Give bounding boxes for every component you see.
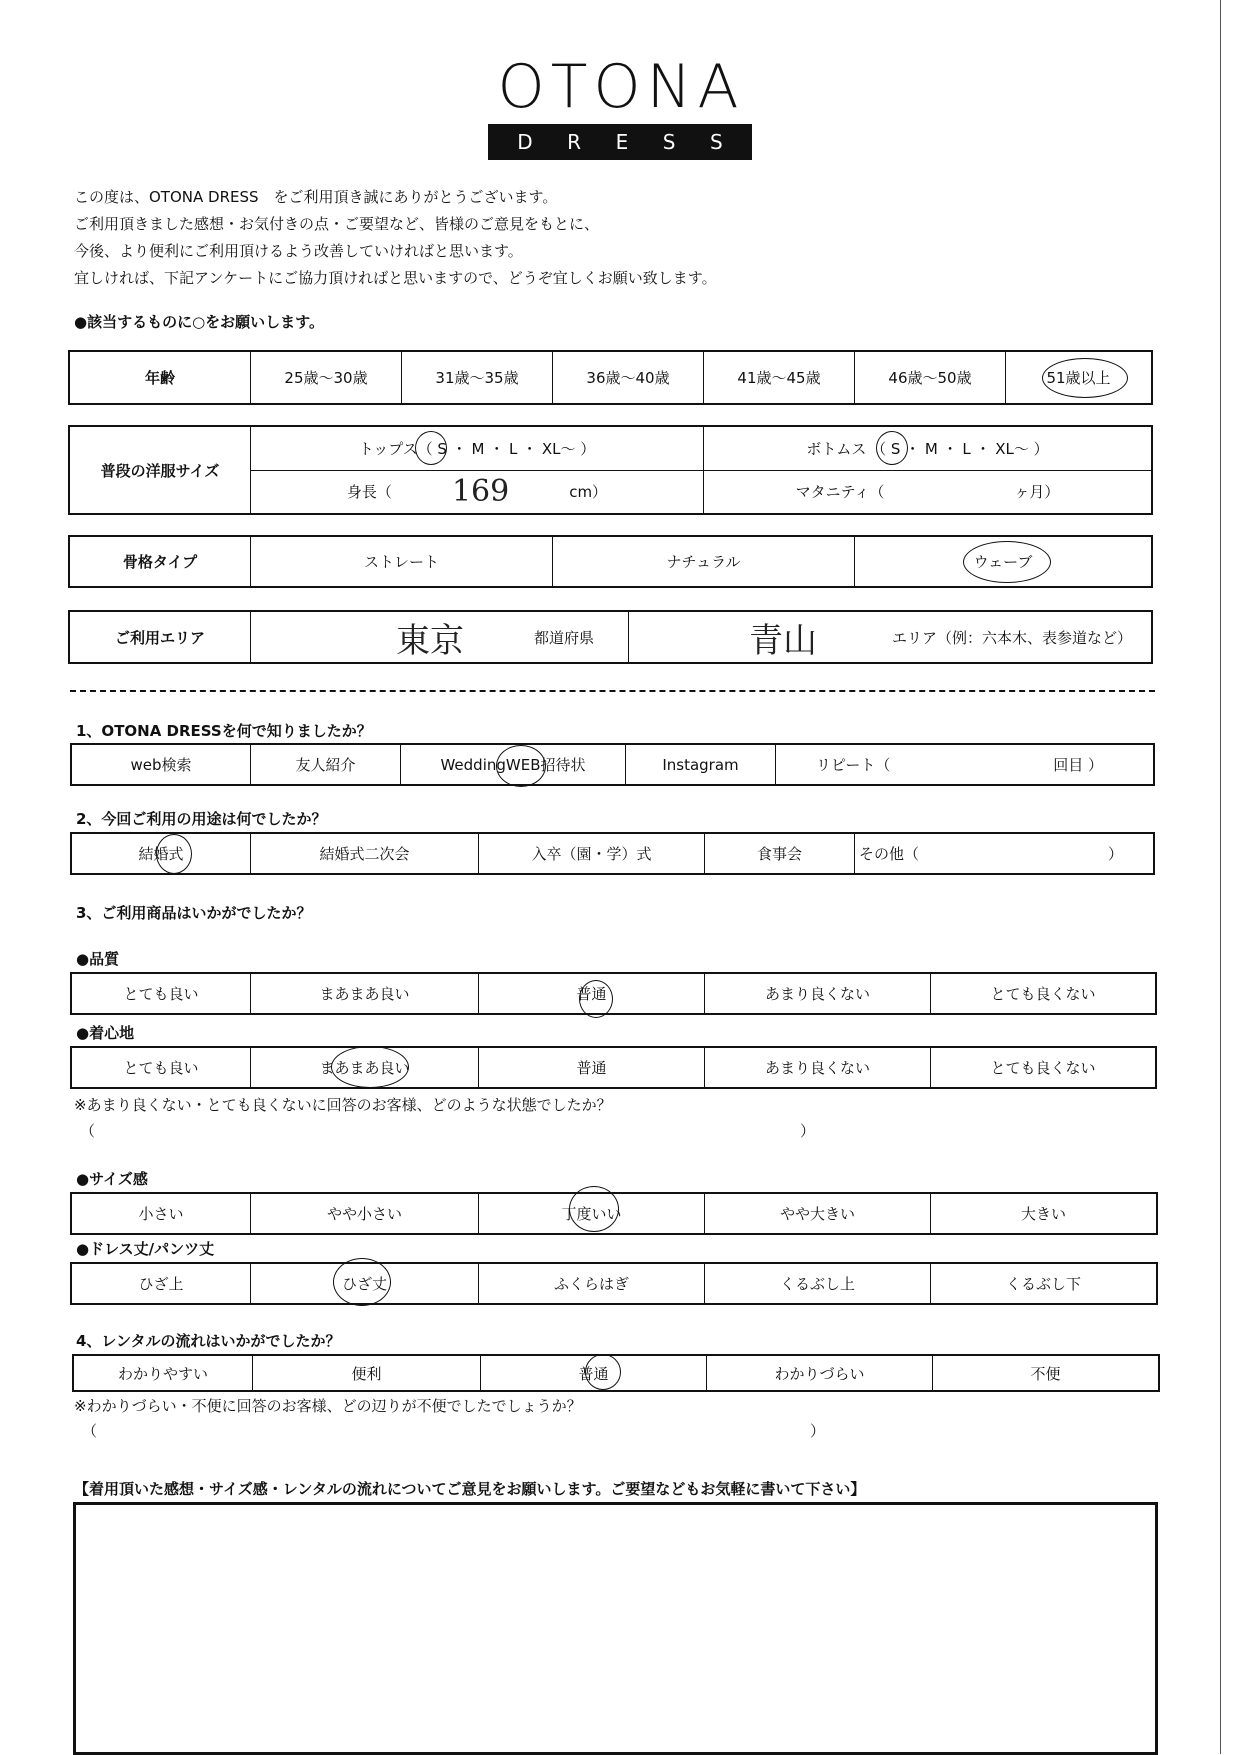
logo-letter: D: [517, 130, 533, 154]
q4-note: ※わかりづらい・不便に回答のお客様、どの辺りが不便でしたでしょうか？: [74, 1397, 582, 1415]
comfort-note: ※あまり良くない・とても良くないに回答のお客様、どのような状態でしたか？: [74, 1096, 612, 1114]
skeleton-row: [68, 535, 1153, 588]
skeleton-option-selected[interactable]: [854, 537, 1151, 586]
tops-size[interactable]: [250, 427, 703, 470]
length-option[interactable]: ひざ上: [138, 1275, 184, 1293]
comfort-option[interactable]: あまり良くない: [704, 1048, 930, 1087]
age-option[interactable]: 46歳～50歳: [854, 352, 1005, 403]
q1-option-label: WeddingWEB招待状: [440, 756, 586, 774]
q1-option-selected[interactable]: [400, 745, 625, 784]
size-label: 普段の洋服サイズ: [100, 461, 220, 480]
fit-label: ●サイズ感: [76, 1170, 148, 1188]
skeleton-option[interactable]: ストレート: [250, 537, 552, 586]
brand-logo-subtitle: [488, 124, 752, 160]
age-option-label: 51歳以上: [1046, 369, 1111, 387]
q4-option[interactable]: 不便: [932, 1356, 1158, 1390]
repeat-label: リピート（: [816, 756, 891, 774]
size-row-top: [250, 427, 1151, 471]
age-option[interactable]: 41歳～45歳: [703, 352, 854, 403]
fit-option-selected[interactable]: [478, 1194, 704, 1233]
q1-option[interactable]: Instagram: [625, 745, 775, 784]
quality-option[interactable]: あまり良くない: [704, 974, 930, 1013]
q4-option[interactable]: わかりやすい: [117, 1364, 208, 1383]
page-edge-line: [1220, 0, 1221, 1754]
other-close: ）: [1107, 845, 1123, 863]
fit-option[interactable]: やや小さい: [250, 1194, 478, 1233]
tops-size-text: トップス（ S ・ M ・ L ・ XL～ ）: [358, 439, 596, 458]
q4-row: [72, 1354, 1160, 1392]
length-option-label: ひざ丈: [341, 1275, 387, 1293]
height-unit: cm）: [569, 483, 608, 502]
comfort-row: [70, 1046, 1157, 1089]
comfort-option-selected[interactable]: [250, 1048, 478, 1087]
q4-option-label: 普通: [578, 1364, 609, 1383]
q1-row: [70, 743, 1155, 786]
area-field[interactable]: [628, 612, 1151, 662]
comfort-paren-close: ）: [800, 1122, 816, 1140]
logo-letter: S: [709, 130, 723, 154]
intro-line: この度は、OTONA DRESS をご利用頂き誠にありがとうございます。: [74, 188, 558, 206]
instruction-text: ●該当するものに○をお願いします。: [74, 313, 324, 331]
length-option[interactable]: ふくらはぎ: [478, 1264, 704, 1303]
quality-row: [70, 972, 1157, 1015]
skeleton-label: 骨格タイプ: [122, 553, 198, 571]
quality-option[interactable]: とても良い: [123, 985, 199, 1003]
q2-option[interactable]: 結婚式二次会: [250, 834, 478, 873]
q1-title: 1、OTONA DRESSを何で知りましたか？: [76, 722, 372, 740]
length-option[interactable]: くるぶし上: [704, 1264, 930, 1303]
size-block: [68, 425, 1153, 515]
q1-option-repeat[interactable]: [775, 745, 1153, 784]
comments-title: 【着用頂いた感想・サイズ感・レンタルの流れについてご意見をお願いします。ご要望などもお気軽に書いて下さい】: [74, 1480, 866, 1498]
length-row: [70, 1262, 1158, 1305]
prefecture-field[interactable]: [250, 612, 628, 662]
other-label: その他（: [859, 845, 920, 863]
intro-text: [74, 184, 717, 292]
section-divider: [70, 690, 1155, 692]
q4-option-selected[interactable]: [480, 1356, 706, 1390]
q4-option[interactable]: わかりづらい: [706, 1356, 932, 1390]
comfort-option-label: まあまあ良い: [319, 1059, 410, 1077]
q1-option[interactable]: 友人紹介: [250, 745, 400, 784]
area-value: 青山: [749, 620, 817, 661]
quality-option-selected[interactable]: [478, 974, 704, 1013]
quality-option[interactable]: とても良くない: [930, 974, 1155, 1013]
skeleton-option-label: ウェーブ: [973, 553, 1033, 571]
brand-logo-title: OTONA: [497, 52, 745, 122]
age-option[interactable]: 25歳～30歳: [250, 352, 401, 403]
q2-row: [70, 832, 1155, 875]
age-option[interactable]: 31歳～35歳: [401, 352, 552, 403]
prefecture-value: 東京: [396, 620, 464, 661]
fit-option-label: 丁度いい: [561, 1205, 622, 1223]
area-suffix: エリア（例：六本木、表参道など）: [892, 628, 1133, 647]
logo-letter: S: [662, 130, 676, 154]
repeat-count-label: 回目 ）: [1053, 756, 1103, 774]
q4-option[interactable]: 便利: [252, 1356, 480, 1390]
age-label: 年齢: [144, 369, 175, 387]
area-row: [68, 610, 1153, 664]
logo-letter: R: [567, 130, 582, 154]
maternity-label: マタニティ（: [795, 483, 885, 502]
intro-line: 宜しければ、下記アンケートにご協力頂ければと思いますので、どうぞ宜しくお願い致します。: [74, 269, 717, 287]
q2-option-selected[interactable]: [72, 834, 250, 873]
fit-option[interactable]: 大きい: [930, 1194, 1156, 1233]
length-option-selected[interactable]: [250, 1264, 478, 1303]
q1-option[interactable]: web検索: [130, 756, 192, 774]
maternity-field[interactable]: [703, 471, 1151, 514]
fit-option[interactable]: やや大きい: [704, 1194, 930, 1233]
q4-paren-close: ）: [810, 1422, 826, 1440]
age-option[interactable]: 36歳～40歳: [552, 352, 703, 403]
skeleton-option[interactable]: ナチュラル: [552, 537, 854, 586]
bottoms-size-text: ボトムス （ S ・ M ・ L ・ XL～ ）: [806, 439, 1049, 458]
maternity-unit: ヶ月）: [1014, 483, 1060, 502]
q4-title: 4、レンタルの流れはいかがでしたか？: [76, 1332, 341, 1350]
quality-option-label: 普通: [576, 985, 607, 1003]
q3-title: 3、ご利用商品はいかがでしたか？: [76, 904, 312, 922]
height-value: 169: [451, 474, 510, 510]
length-label: ●ドレス丈/パンツ丈: [76, 1240, 215, 1258]
area-label: ご利用エリア: [114, 628, 205, 647]
intro-line: ご利用頂きました感想・お気付きの点・ご要望など、皆様のご意見をもとに、: [74, 215, 600, 233]
comments-textbox[interactable]: [73, 1502, 1158, 1755]
age-row: [68, 350, 1153, 405]
comfort-paren-open: （: [80, 1122, 96, 1140]
comfort-option[interactable]: 普通: [478, 1048, 704, 1087]
length-option[interactable]: くるぶし下: [930, 1264, 1156, 1303]
quality-option[interactable]: まあまあ良い: [250, 974, 478, 1013]
intro-line: 今後、より便利にご利用頂けるよう改善していければと思います。: [74, 242, 523, 260]
bottoms-size[interactable]: [703, 427, 1151, 470]
q2-option-other[interactable]: [854, 834, 1153, 873]
height-label: 身長（: [346, 483, 392, 502]
size-grid: [250, 427, 1151, 513]
height-field[interactable]: [250, 471, 703, 514]
prefecture-suffix: 都道府県: [534, 628, 595, 647]
comfort-label: ●着心地: [76, 1024, 135, 1042]
comfort-option[interactable]: とても良い: [123, 1059, 199, 1077]
q2-option[interactable]: 食事会: [704, 834, 854, 873]
age-option-selected[interactable]: [1005, 352, 1151, 403]
q2-option-label: 結婚式: [138, 845, 184, 863]
q2-title: 2、今回ご利用の用途は何でしたか？: [76, 810, 327, 828]
fit-option[interactable]: 小さい: [138, 1205, 184, 1223]
comfort-option[interactable]: とても良くない: [930, 1048, 1155, 1087]
size-row-bottom: [250, 471, 1151, 514]
fit-row: [70, 1192, 1158, 1235]
q4-paren-open: （: [82, 1422, 98, 1440]
quality-label: ●品質: [76, 950, 120, 968]
q2-option[interactable]: 入卒（園・学）式: [478, 834, 704, 873]
logo-letter: E: [615, 130, 629, 154]
